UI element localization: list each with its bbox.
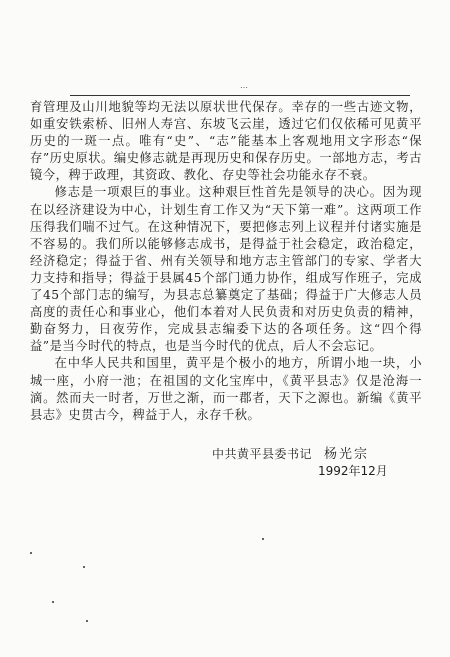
scan-speck xyxy=(52,601,54,603)
scan-speck xyxy=(30,552,32,554)
scan-speck xyxy=(86,620,88,622)
scan-speck xyxy=(262,538,264,540)
signature-date: 1992年12月 xyxy=(318,464,388,478)
signature-name: 杨光宗 xyxy=(324,447,370,462)
signature-title: 中共黄平县委书记 xyxy=(212,447,313,461)
signature-line xyxy=(212,443,369,462)
paragraph: 修志是一项艰巨的事业。这种艰巨性首先是领导的决心。因为现在以经济建设为中心，计划生育工作又为“天下第一难”。这两项工作压得我们喘不过气。在这种情况下，要把修志列上议程并付诸实施是不容易的。我们所以能够修志成书，是得益于社会稳定，政治稳定，经济稳定；得益于省、州有关领导和地方志主管部门的专家、学者大力支持和指导；得益于县属45个部门通力协作，组成写作班子，完成了45个部门志的编写，为县志总纂奠定了基础；得益于广大修志人员高度的责任心和事业心，他们本着对人民负责和对历史负责的精神，勤奋努力，日夜劳作，完成县志编委下达的各项任务。这“四个得益”是当今时代的特点，也是当今时代的优点，后人不会忘记。 xyxy=(30,185,422,354)
document-body xyxy=(30,99,422,424)
paragraph: 在中华人民共和国里，黄平是个极小的地方，所谓小地一块，小城一座，小府一池；在祖国的文化宝库中，《黄平县志》仅是沧海一滴。然而夫一时者，万世之渐，而一郡者，天下之源也。新编《黄平县志》史贯古今，稗益于人，永存千秋。 xyxy=(30,356,422,422)
paragraph: 育管理及山川地貌等均无法以原状世代保存。幸存的一些古迹文物，如重安铁索桥、旧州人寿宫、东坡飞云崖，透过它们仅依稀可见黄平历史的一斑一点。唯有“史”、“志”能基本上客观地用文字形态“保存”历史原状。编史修志就是再现历史和保存历史。一部地方志，考古镜今，稗于政理，其资政、教化、存史等社会功能永存不衰。 xyxy=(30,100,422,183)
scan-speck xyxy=(83,566,85,568)
header-rule xyxy=(70,95,410,96)
page-mark: … xyxy=(240,81,248,90)
